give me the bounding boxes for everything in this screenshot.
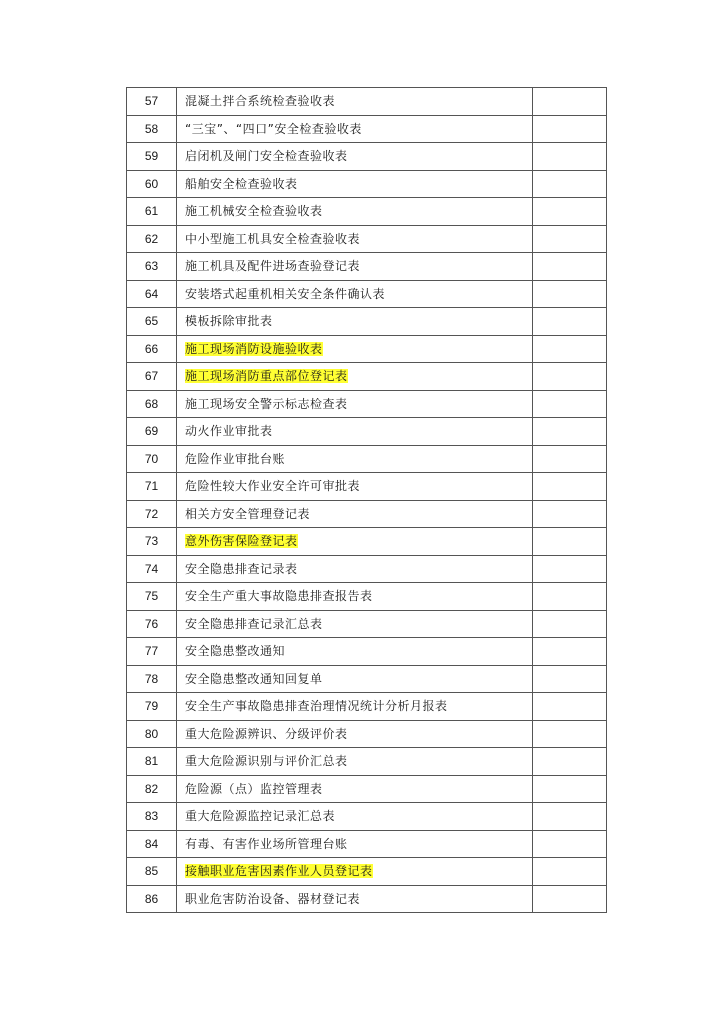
remarks-cell bbox=[533, 610, 607, 638]
row-number-cell: 73 bbox=[127, 528, 177, 556]
row-number-cell: 86 bbox=[127, 885, 177, 913]
form-name-cell bbox=[177, 528, 533, 556]
form-name-cell bbox=[177, 665, 533, 693]
form-name: 模板拆除审批表 bbox=[185, 314, 273, 329]
row-number-cell: 61 bbox=[127, 198, 177, 226]
remarks-cell bbox=[533, 280, 607, 308]
row-number-cell: 63 bbox=[127, 253, 177, 281]
form-name-cell bbox=[177, 830, 533, 858]
form-name-cell bbox=[177, 390, 533, 418]
remarks-cell bbox=[533, 885, 607, 913]
row-number-cell: 78 bbox=[127, 665, 177, 693]
form-name-cell bbox=[177, 253, 533, 281]
row-number-cell: 77 bbox=[127, 638, 177, 666]
form-name: 安全隐患整改通知回复单 bbox=[185, 671, 323, 686]
remarks-cell bbox=[533, 500, 607, 528]
form-name-cell bbox=[177, 363, 533, 391]
form-name: 相关方安全管理登记表 bbox=[185, 506, 311, 521]
form-name-cell bbox=[177, 638, 533, 666]
form-name: 危险作业审批台账 bbox=[185, 451, 286, 466]
form-name-cell bbox=[177, 88, 533, 116]
remarks-cell bbox=[533, 115, 607, 143]
table-row bbox=[127, 198, 607, 226]
highlighted-form-name: 施工现场消防重点部位登记表 bbox=[185, 369, 348, 384]
table-body bbox=[127, 88, 607, 913]
table-row bbox=[127, 280, 607, 308]
highlighted-form-name: 施工现场消防设施验收表 bbox=[185, 341, 323, 356]
remarks-cell bbox=[533, 665, 607, 693]
row-number-cell: 74 bbox=[127, 555, 177, 583]
remarks-cell bbox=[533, 858, 607, 886]
row-number-cell: 82 bbox=[127, 775, 177, 803]
form-name: 职业危害防治设备、器材登记表 bbox=[185, 891, 361, 906]
form-name: 混凝土拌合系统检查验收表 bbox=[185, 94, 336, 109]
table-row bbox=[127, 170, 607, 198]
remarks-cell bbox=[533, 748, 607, 776]
table-row bbox=[127, 473, 607, 501]
remarks-cell bbox=[533, 803, 607, 831]
row-number-cell: 85 bbox=[127, 858, 177, 886]
table-row bbox=[127, 748, 607, 776]
form-name-cell bbox=[177, 748, 533, 776]
table-row bbox=[127, 775, 607, 803]
form-name-cell bbox=[177, 803, 533, 831]
table-row bbox=[127, 225, 607, 253]
form-name: 施工机具及配件进场查验登记表 bbox=[185, 259, 361, 274]
row-number-cell: 62 bbox=[127, 225, 177, 253]
remarks-cell bbox=[533, 418, 607, 446]
row-number-cell: 58 bbox=[127, 115, 177, 143]
form-name: 安全隐患排查记录表 bbox=[185, 561, 298, 576]
row-number-cell: 66 bbox=[127, 335, 177, 363]
form-name-cell bbox=[177, 500, 533, 528]
remarks-cell bbox=[533, 335, 607, 363]
remarks-cell bbox=[533, 473, 607, 501]
highlighted-form-name: 意外伤害保险登记表 bbox=[185, 534, 298, 549]
form-name-cell bbox=[177, 555, 533, 583]
form-name: 施工机械安全检查验收表 bbox=[185, 204, 323, 219]
row-number-cell: 80 bbox=[127, 720, 177, 748]
remarks-cell bbox=[533, 830, 607, 858]
row-number-cell: 57 bbox=[127, 88, 177, 116]
table-row bbox=[127, 500, 607, 528]
remarks-cell bbox=[533, 198, 607, 226]
form-name: 动火作业审批表 bbox=[185, 424, 273, 439]
form-name: 启闭机及闸门安全检查验收表 bbox=[185, 149, 348, 164]
row-number-cell: 70 bbox=[127, 445, 177, 473]
remarks-cell bbox=[533, 775, 607, 803]
table-row bbox=[127, 555, 607, 583]
form-name-cell bbox=[177, 473, 533, 501]
form-name-cell bbox=[177, 418, 533, 446]
table-row bbox=[127, 693, 607, 721]
table-row bbox=[127, 335, 607, 363]
form-name-cell bbox=[177, 198, 533, 226]
form-name-cell bbox=[177, 445, 533, 473]
form-name: 船舶安全检查验收表 bbox=[185, 176, 298, 191]
form-name-cell bbox=[177, 885, 533, 913]
form-name-cell bbox=[177, 720, 533, 748]
form-name: 危险性较大作业安全许可审批表 bbox=[185, 479, 361, 494]
remarks-cell bbox=[533, 88, 607, 116]
form-name-cell bbox=[177, 858, 533, 886]
row-number-cell: 71 bbox=[127, 473, 177, 501]
row-number-cell: 72 bbox=[127, 500, 177, 528]
table-row bbox=[127, 115, 607, 143]
table-row bbox=[127, 88, 607, 116]
row-number-cell: 69 bbox=[127, 418, 177, 446]
remarks-cell bbox=[533, 253, 607, 281]
remarks-cell bbox=[533, 528, 607, 556]
form-name-cell bbox=[177, 115, 533, 143]
form-name-cell bbox=[177, 170, 533, 198]
form-name: 中小型施工机具安全检查验收表 bbox=[185, 231, 361, 246]
form-name: “三宝”、“四口”安全检查验收表 bbox=[185, 121, 362, 136]
form-name-cell bbox=[177, 583, 533, 611]
form-name: 危险源（点）监控管理表 bbox=[185, 781, 323, 796]
table-row bbox=[127, 638, 607, 666]
remarks-cell bbox=[533, 143, 607, 171]
form-name: 施工现场安全警示标志检查表 bbox=[185, 396, 348, 411]
row-number-cell: 68 bbox=[127, 390, 177, 418]
row-number-cell: 59 bbox=[127, 143, 177, 171]
form-name-cell bbox=[177, 280, 533, 308]
highlighted-form-name: 接触职业危害因素作业人员登记表 bbox=[185, 864, 373, 879]
row-number-cell: 65 bbox=[127, 308, 177, 336]
form-name-cell bbox=[177, 308, 533, 336]
row-number-cell: 84 bbox=[127, 830, 177, 858]
table-row bbox=[127, 610, 607, 638]
remarks-cell bbox=[533, 170, 607, 198]
row-number-cell: 83 bbox=[127, 803, 177, 831]
row-number-cell: 67 bbox=[127, 363, 177, 391]
remarks-cell bbox=[533, 445, 607, 473]
remarks-cell bbox=[533, 555, 607, 583]
form-name: 有毒、有害作业场所管理台账 bbox=[185, 836, 348, 851]
table-row bbox=[127, 528, 607, 556]
row-number-cell: 60 bbox=[127, 170, 177, 198]
row-number-cell: 81 bbox=[127, 748, 177, 776]
remarks-cell bbox=[533, 363, 607, 391]
row-number-cell: 79 bbox=[127, 693, 177, 721]
table-row bbox=[127, 858, 607, 886]
form-name: 安全生产事故隐患排查治理情况统计分析月报表 bbox=[185, 699, 448, 714]
table-row bbox=[127, 445, 607, 473]
remarks-cell bbox=[533, 638, 607, 666]
form-name-cell bbox=[177, 775, 533, 803]
row-number-cell: 76 bbox=[127, 610, 177, 638]
table-row bbox=[127, 390, 607, 418]
table-row bbox=[127, 308, 607, 336]
form-name: 安装塔式起重机相关安全条件确认表 bbox=[185, 286, 386, 301]
form-name-cell bbox=[177, 693, 533, 721]
form-name-cell bbox=[177, 610, 533, 638]
table-row bbox=[127, 665, 607, 693]
form-name: 安全生产重大事故隐患排查报告表 bbox=[185, 589, 373, 604]
form-name-cell bbox=[177, 225, 533, 253]
form-name: 安全隐患排查记录汇总表 bbox=[185, 616, 323, 631]
remarks-cell bbox=[533, 225, 607, 253]
table-row bbox=[127, 418, 607, 446]
form-name: 重大危险源辨识、分级评价表 bbox=[185, 726, 348, 741]
table-row bbox=[127, 803, 607, 831]
table-row bbox=[127, 720, 607, 748]
table-row bbox=[127, 885, 607, 913]
row-number-cell: 75 bbox=[127, 583, 177, 611]
form-name: 重大危险源识别与评价汇总表 bbox=[185, 754, 348, 769]
table-row bbox=[127, 583, 607, 611]
remarks-cell bbox=[533, 693, 607, 721]
form-name-cell bbox=[177, 335, 533, 363]
remarks-cell bbox=[533, 390, 607, 418]
form-name: 重大危险源监控记录汇总表 bbox=[185, 809, 336, 824]
table-row bbox=[127, 363, 607, 391]
form-name: 安全隐患整改通知 bbox=[185, 644, 286, 659]
remarks-cell bbox=[533, 583, 607, 611]
table-row bbox=[127, 253, 607, 281]
table-row bbox=[127, 143, 607, 171]
form-name-cell bbox=[177, 143, 533, 171]
form-list-table bbox=[126, 87, 607, 913]
remarks-cell bbox=[533, 720, 607, 748]
table-row bbox=[127, 830, 607, 858]
row-number-cell: 64 bbox=[127, 280, 177, 308]
remarks-cell bbox=[533, 308, 607, 336]
